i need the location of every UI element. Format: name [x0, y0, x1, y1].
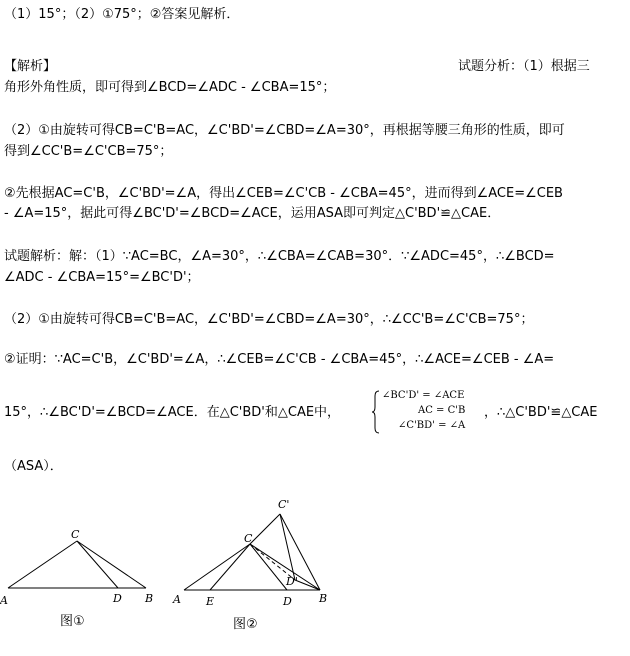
- equation-system: [372, 390, 472, 436]
- analysis-part2-1b: 得到∠CC'B=∠C'CB=75°；: [4, 144, 173, 159]
- system-row-2: AC = C'B: [418, 405, 466, 416]
- figure-1-caption: 图①: [60, 614, 85, 629]
- segment-AC2: [184, 544, 250, 590]
- analysis-part2-2b: - ∠A=15°，据此可得∠BC'D'=∠BCD=∠ACE，运用ASA即可判定△C'BD'≌△CAE．: [4, 206, 501, 221]
- solution-part2-1: （2）①由旋转可得CB=C'B=AC，∠C'BD'=∠CBD=∠A=30°，∴∠CC'B=∠C'CB=75°；: [4, 312, 534, 327]
- label-Cprime: C': [278, 498, 290, 511]
- solution-part2-2b: 15°，∴∠BC'D'=∠BCD=∠ACE．在△C'BD'和△CAE中，: [4, 405, 341, 420]
- analysis-intro: 试题分析：（1）根据三: [458, 59, 590, 74]
- solution-part1b: ∠ADC - ∠CBA=15°=∠BC'D'；: [4, 270, 200, 285]
- left-brace: [372, 390, 380, 434]
- segment-CD2: [250, 544, 287, 590]
- label-B: B: [145, 592, 154, 605]
- segment-CCp: [250, 514, 280, 544]
- segment-BC2: [250, 544, 320, 590]
- solution-part1a: 试题解析：解：（1）∵AC=BC，∠A=30°，∴∠CBA=∠CAB=30°．∵∠ADC=45°，∴∠BCD=: [4, 249, 555, 264]
- label-Dprime: D': [286, 575, 298, 588]
- segment-AC: [8, 541, 77, 588]
- figure-1: [0, 516, 170, 656]
- analysis-part2-1a: （2）①由旋转可得CB=C'B=AC，∠C'BD'=∠CBD=∠A=30°，再根据等腰三角形的性质，即可: [4, 123, 565, 138]
- figure-2-caption: 图②: [233, 617, 258, 632]
- label-E: E: [206, 595, 215, 608]
- solution-reason: （ASA）．: [4, 459, 63, 474]
- label-D2: D: [283, 595, 292, 608]
- label-C: C: [71, 528, 80, 541]
- figure-2: [170, 494, 340, 644]
- analysis-part1: 角形外角性质，即可得到∠BCD=∠ADC - ∠CBA=15°；: [4, 80, 336, 95]
- segment-CpDp: [280, 514, 295, 580]
- analysis-part2-2a: ②先根据AC=C'B，∠C'BD'=∠A，得出∠CEB=∠C'CB - ∠CBA=45°，进而得到∠ACE=∠CEB: [4, 186, 563, 201]
- label-A: A: [0, 594, 8, 607]
- solution-part2-2a: ②证明：∵AC=C'B，∠C'BD'=∠A，∴∠CEB=∠C'CB - ∠CBA=45°，∴∠ACE=∠CEB - ∠A=: [4, 352, 555, 367]
- system-row-1: ∠BC'D' = ∠ACE: [382, 390, 465, 401]
- label-C2: C: [244, 532, 253, 545]
- solution-conclusion: ，∴△C'BD'≌△CAE: [484, 405, 598, 420]
- analysis-heading: 【解析】: [4, 59, 57, 74]
- segment-CE: [210, 544, 250, 590]
- label-A2: A: [173, 593, 181, 606]
- system-row-3: ∠C'BD' = ∠A: [398, 420, 466, 431]
- label-D: D: [113, 592, 122, 605]
- answer-line: （1）15°；（2）①75°；②答案见解析．: [4, 7, 240, 22]
- label-B2: B: [319, 592, 328, 605]
